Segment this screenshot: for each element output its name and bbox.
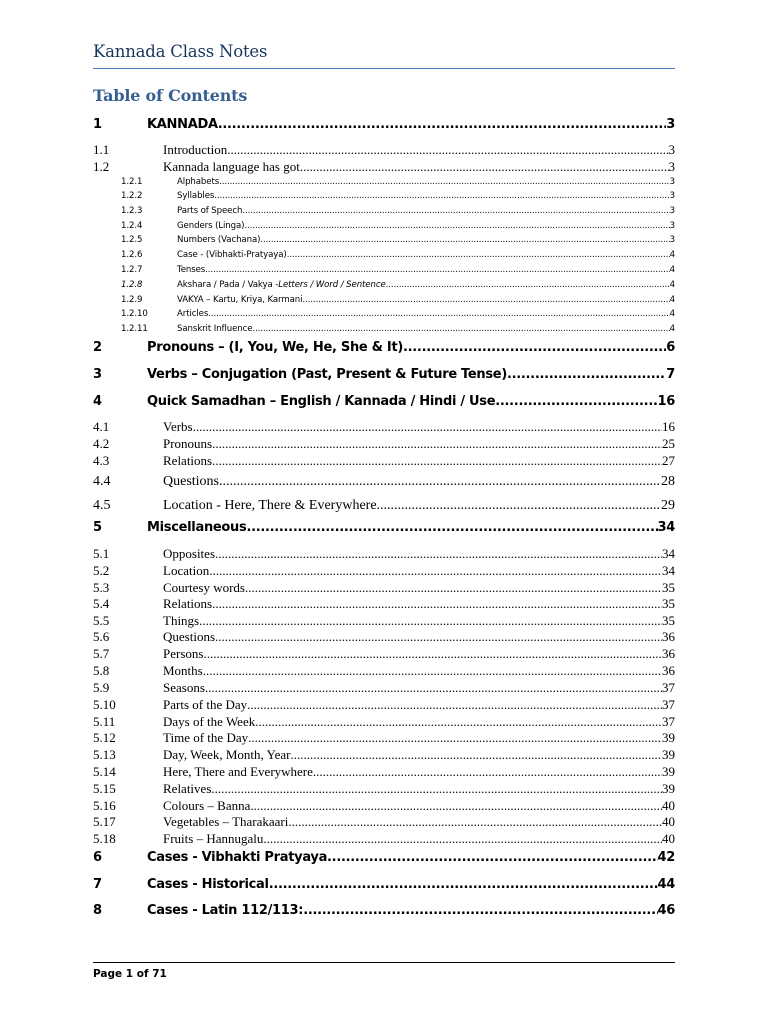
toc-entry-title: Miscellaneous — [147, 520, 247, 535]
toc-entry-number: 5.6 — [93, 629, 110, 644]
toc-entry-page: 37 — [662, 680, 675, 695]
toc-entry-page: 3 — [669, 177, 675, 187]
toc-entry-page: 3 — [668, 142, 675, 157]
toc-entry-title: Relations — [163, 453, 213, 468]
toc-entry-title: Alphabets — [177, 177, 220, 187]
toc-entry-title: KANNADA — [147, 117, 218, 132]
toc-entry-page: 4 — [669, 324, 675, 334]
toc-entry-title: Things — [163, 613, 200, 628]
toc-entry[interactable] — [93, 730, 675, 746]
toc-dot-leader — [303, 903, 657, 918]
toc-dot-leader — [250, 798, 662, 814]
toc-entry-title: Numbers (Vachana) — [177, 235, 261, 245]
toc-entry-title: Fruits – Hannugalu — [163, 831, 264, 846]
toc-dot-leader — [300, 159, 669, 175]
toc-entry[interactable] — [93, 498, 675, 514]
toc-dot-leader — [212, 453, 662, 469]
toc-entry-title: Seasons — [163, 680, 205, 695]
toc-entry-title: Verbs – Conjugation (Past, Present & Future Tense) — [147, 367, 507, 382]
toc-entry-title: Parts of the Day — [163, 697, 248, 712]
toc-entry-page: 40 — [662, 798, 675, 813]
toc-entry-page: 36 — [662, 646, 675, 661]
toc-dot-leader — [260, 235, 669, 245]
toc-dot-leader — [255, 714, 662, 730]
toc-entry[interactable] — [93, 814, 675, 830]
toc-entry[interactable] — [93, 764, 675, 780]
toc-entry[interactable] — [93, 191, 675, 201]
toc-dot-leader — [245, 580, 662, 596]
toc-entry[interactable] — [93, 580, 675, 596]
toc-entry-title: Pronouns – (I, You, We, He, She & It) — [147, 340, 404, 355]
toc-entry[interactable] — [93, 697, 675, 713]
toc-entry-page: 27 — [662, 453, 675, 468]
toc-entry[interactable] — [93, 520, 675, 535]
toc-entry-number: 1.1 — [93, 142, 110, 157]
toc-entry-title: Tenses — [177, 265, 206, 275]
toc-entry[interactable] — [93, 117, 675, 132]
toc-entry-title: Quick Samadhan – English / Kannada / Hindi / Use — [147, 394, 496, 409]
toc-entry-page: 36 — [662, 663, 675, 678]
toc-heading: Table of Contents — [93, 86, 248, 105]
toc-entry-title: Introduction — [163, 142, 228, 157]
toc-entry-number: 3 — [93, 367, 102, 382]
toc-dot-leader — [208, 309, 669, 319]
toc-entry[interactable] — [93, 781, 675, 797]
toc-entry-number: 1.2.2 — [121, 191, 143, 201]
toc-entry[interactable] — [93, 831, 675, 847]
toc-dot-leader — [252, 324, 669, 334]
toc-entry-title-italic: Letters / Word / Sentence — [278, 280, 386, 290]
toc-entry-page: 4 — [669, 280, 675, 290]
toc-entry-page: 39 — [662, 781, 675, 796]
toc-entry-number: 1.2.6 — [121, 250, 143, 260]
toc-entry-title: Months — [163, 663, 203, 678]
toc-entry[interactable] — [93, 367, 675, 382]
toc-entry-page: 3 — [669, 221, 675, 231]
toc-entry-title: Genders (Linga) — [177, 221, 245, 231]
footer-rule — [93, 962, 675, 963]
toc-entry-title: Akshara / Pada / Vakya - — [177, 280, 279, 290]
toc-entry-page: 44 — [657, 877, 675, 892]
toc-dot-leader — [247, 697, 662, 713]
toc-entry[interactable] — [93, 680, 675, 696]
toc-entry[interactable] — [93, 747, 675, 763]
toc-entry-number: 5.16 — [93, 798, 116, 813]
toc-entry-page: 4 — [669, 250, 675, 260]
toc-dot-leader — [288, 814, 662, 830]
toc-dot-leader — [495, 394, 657, 409]
toc-entry-title: Location - Here, There & Everywhere — [163, 498, 377, 513]
toc-entry-title: Syllables — [177, 191, 215, 201]
toc-entry-number: 4.1 — [93, 419, 110, 434]
toc-entry[interactable] — [93, 177, 675, 187]
header-rule — [93, 68, 675, 69]
toc-entry-number: 5.11 — [93, 714, 116, 729]
toc-entry[interactable] — [93, 453, 675, 469]
toc-entry[interactable] — [93, 394, 675, 409]
toc-entry-page: 34 — [662, 563, 675, 578]
toc-entry-page: 39 — [662, 764, 675, 779]
toc-entry-title: Articles — [177, 309, 209, 319]
toc-dot-leader — [403, 340, 666, 355]
toc-entry-title: Persons — [163, 646, 204, 661]
toc-entry[interactable] — [93, 877, 675, 892]
toc-entry[interactable] — [93, 663, 675, 679]
page-header-title: Kannada Class Notes — [93, 42, 268, 61]
toc-dot-leader — [215, 629, 662, 645]
toc-entry-title: VAKYA – Kartu, Kriya, Karmani — [177, 295, 303, 305]
toc-entry-number: 4 — [93, 394, 102, 409]
toc-entry-title: Parts of Speech — [177, 206, 243, 216]
toc-entry-page: 37 — [662, 697, 675, 712]
toc-entry-number: 5.17 — [93, 814, 116, 829]
toc-entry[interactable] — [93, 250, 675, 260]
toc-entry[interactable] — [93, 280, 675, 290]
toc-entry-number: 1.2.10 — [121, 309, 148, 319]
toc-entry-number: 5 — [93, 520, 102, 535]
toc-entry-title: Courtesy words — [163, 580, 245, 595]
toc-entry-page: 42 — [657, 850, 675, 865]
toc-entry-number: 6 — [93, 850, 102, 865]
toc-entry-page: 34 — [662, 546, 675, 561]
toc-entry-page: 28 — [661, 474, 675, 489]
toc-entry-page: 16 — [657, 394, 675, 409]
toc-entry-page: 6 — [666, 340, 675, 355]
toc-entry-page: 25 — [662, 436, 675, 451]
toc-entry-title: Relations — [163, 596, 213, 611]
toc-entry-page: 4 — [669, 309, 675, 319]
toc-entry-page: 3 — [666, 117, 675, 132]
toc-dot-leader — [203, 663, 662, 679]
toc-entry-title: Verbs — [163, 419, 193, 434]
toc-dot-leader — [313, 764, 662, 780]
toc-dot-leader — [205, 265, 669, 275]
toc-entry-number: 1.2.5 — [121, 235, 143, 245]
toc-entry-title: Opposites — [163, 546, 215, 561]
toc-entry-number: 5.14 — [93, 764, 116, 779]
toc-entry-number: 4.5 — [93, 498, 111, 513]
toc-entry-number: 4.3 — [93, 453, 110, 468]
toc-entry-page: 3 — [668, 159, 675, 174]
toc-entry-number: 1 — [93, 117, 102, 132]
toc-entry[interactable] — [93, 563, 675, 579]
toc-entry[interactable] — [93, 850, 675, 865]
toc-dot-leader — [219, 177, 670, 187]
toc-entry-number: 5.8 — [93, 663, 110, 678]
toc-dot-leader — [227, 142, 668, 158]
toc-dot-leader — [214, 191, 669, 201]
toc-entry-number: 5.12 — [93, 730, 116, 745]
toc-entry-title: Location — [163, 563, 210, 578]
toc-entry-title: Here, There and Everywhere — [163, 764, 313, 779]
toc-entry[interactable] — [93, 324, 675, 334]
toc-entry-number: 8 — [93, 903, 102, 918]
toc-entry-number: 5.2 — [93, 563, 110, 578]
toc-dot-leader — [246, 520, 657, 535]
toc-entry-page: 39 — [662, 747, 675, 762]
toc-entry-number: 1.2.3 — [121, 206, 143, 216]
toc-entry-number: 5.4 — [93, 596, 110, 611]
toc-entry[interactable] — [93, 903, 675, 918]
toc-dot-leader — [205, 680, 662, 696]
toc-entry-number: 1.2.4 — [121, 221, 143, 231]
toc-dot-leader — [218, 117, 667, 132]
toc-entry-number: 1.2.8 — [121, 280, 143, 290]
toc-entry-title: Cases - Vibhakti Pratyaya — [147, 850, 328, 865]
toc-entry[interactable] — [93, 159, 675, 175]
toc-entry-number: 5.7 — [93, 646, 110, 661]
toc-dot-leader — [242, 206, 669, 216]
toc-entry-number: 1.2.7 — [121, 265, 143, 275]
toc-dot-leader — [263, 831, 662, 847]
toc-dot-leader — [203, 646, 662, 662]
toc-dot-leader — [291, 747, 663, 763]
toc-dot-leader — [327, 850, 657, 865]
toc-entry-title: Pronouns — [163, 436, 213, 451]
toc-entry-number: 1.2 — [93, 159, 110, 174]
toc-entry-number: 5.1 — [93, 546, 110, 561]
toc-entry-page: 4 — [669, 295, 675, 305]
toc-entry[interactable] — [93, 419, 675, 435]
toc-entry-title: Vegetables – Tharakaari — [163, 814, 289, 829]
toc-entry-number: 4.2 — [93, 436, 110, 451]
toc-entry-page: 4 — [669, 265, 675, 275]
toc-dot-leader — [193, 419, 662, 435]
toc-entry-page: 37 — [662, 714, 675, 729]
toc-entry-number: 1.2.9 — [121, 295, 143, 305]
toc-entry-title: Case - (Vibhakti-Pratyaya) — [177, 250, 287, 260]
toc-entry[interactable] — [93, 798, 675, 814]
toc-dot-leader — [287, 250, 670, 260]
toc-entry-number: 4.4 — [93, 474, 111, 489]
toc-entry[interactable] — [93, 340, 675, 355]
toc-entry-title: Questions — [163, 474, 219, 489]
toc-dot-leader — [209, 563, 662, 579]
toc-entry[interactable] — [93, 646, 675, 662]
toc-dot-leader — [386, 280, 670, 290]
toc-entry[interactable] — [93, 309, 675, 319]
toc-entry-page: 35 — [662, 596, 675, 611]
toc-entry-page: 3 — [669, 191, 675, 201]
toc-dot-leader — [211, 781, 662, 797]
toc-entry-number: 5.9 — [93, 680, 110, 695]
toc-dot-leader — [215, 546, 662, 562]
toc-entry-number: 1.2.11 — [121, 324, 148, 334]
toc-entry[interactable] — [93, 235, 675, 245]
toc-entry-page: 46 — [657, 903, 675, 918]
toc-entry-title: Days of the Week — [163, 714, 256, 729]
toc-entry-number: 7 — [93, 877, 102, 892]
toc-entry-number: 1.2.1 — [121, 177, 143, 187]
toc-entry[interactable] — [93, 596, 675, 612]
toc-dot-leader — [199, 613, 662, 629]
toc-entry-number: 2 — [93, 340, 102, 355]
toc-dot-leader — [248, 730, 662, 746]
toc-dot-leader — [377, 498, 661, 514]
toc-dot-leader — [269, 877, 658, 892]
toc-entry[interactable] — [93, 265, 675, 275]
toc-entry-title: Sanskrit Influence — [177, 324, 253, 334]
toc-entry-page: 34 — [657, 520, 675, 535]
toc-entry[interactable] — [93, 221, 675, 231]
toc-entry-page: 3 — [669, 235, 675, 245]
toc-entry-title: Kannada language has got — [163, 159, 300, 174]
toc-entry[interactable] — [93, 206, 675, 216]
toc-entry-page: 35 — [662, 580, 675, 595]
toc-entry-title: Day, Week, Month, Year — [163, 747, 291, 762]
toc-entry-page: 29 — [661, 498, 675, 513]
toc-entry-number: 5.15 — [93, 781, 116, 796]
toc-entry[interactable] — [93, 436, 675, 452]
toc-entry-number: 5.18 — [93, 831, 116, 846]
toc-entry-page: 3 — [669, 206, 675, 216]
toc-entry-title: Time of the Day — [163, 730, 249, 745]
toc-entry[interactable] — [93, 295, 675, 305]
toc-entry[interactable] — [93, 629, 675, 645]
toc-dot-leader — [302, 295, 669, 305]
toc-entry[interactable] — [93, 142, 675, 158]
toc-entry-page: 35 — [662, 613, 675, 628]
toc-entry-title: Relatives — [163, 781, 212, 796]
toc-dot-leader — [219, 474, 661, 490]
toc-dot-leader — [507, 367, 666, 382]
toc-entry-title: Colours – Banna — [163, 798, 251, 813]
toc-entry-number: 5.10 — [93, 697, 116, 712]
toc-entry-page: 40 — [662, 814, 675, 829]
toc-entry-page: 39 — [662, 730, 675, 745]
toc-dot-leader — [212, 596, 662, 612]
toc-entry[interactable] — [93, 474, 675, 490]
toc-entry-page: 40 — [662, 831, 675, 846]
toc-entry-title: Cases - Latin 112/113: — [147, 903, 304, 918]
toc-entry-page: 36 — [662, 629, 675, 644]
toc-entry-title: Questions — [163, 629, 215, 644]
toc-entry[interactable] — [93, 714, 675, 730]
toc-entry[interactable] — [93, 613, 675, 629]
toc-entry-page: 16 — [662, 419, 675, 434]
toc-entry[interactable] — [93, 546, 675, 562]
footer-page-number: Page 1 of 71 — [93, 968, 167, 980]
toc-entry-number: 5.13 — [93, 747, 116, 762]
toc-entry-number: 5.3 — [93, 580, 110, 595]
toc-entry-number: 5.5 — [93, 613, 110, 628]
toc-entry-title: Cases - Historical — [147, 877, 269, 892]
toc-dot-leader — [212, 436, 662, 452]
toc-entry-page: 7 — [666, 367, 675, 382]
toc-dot-leader — [244, 221, 669, 231]
